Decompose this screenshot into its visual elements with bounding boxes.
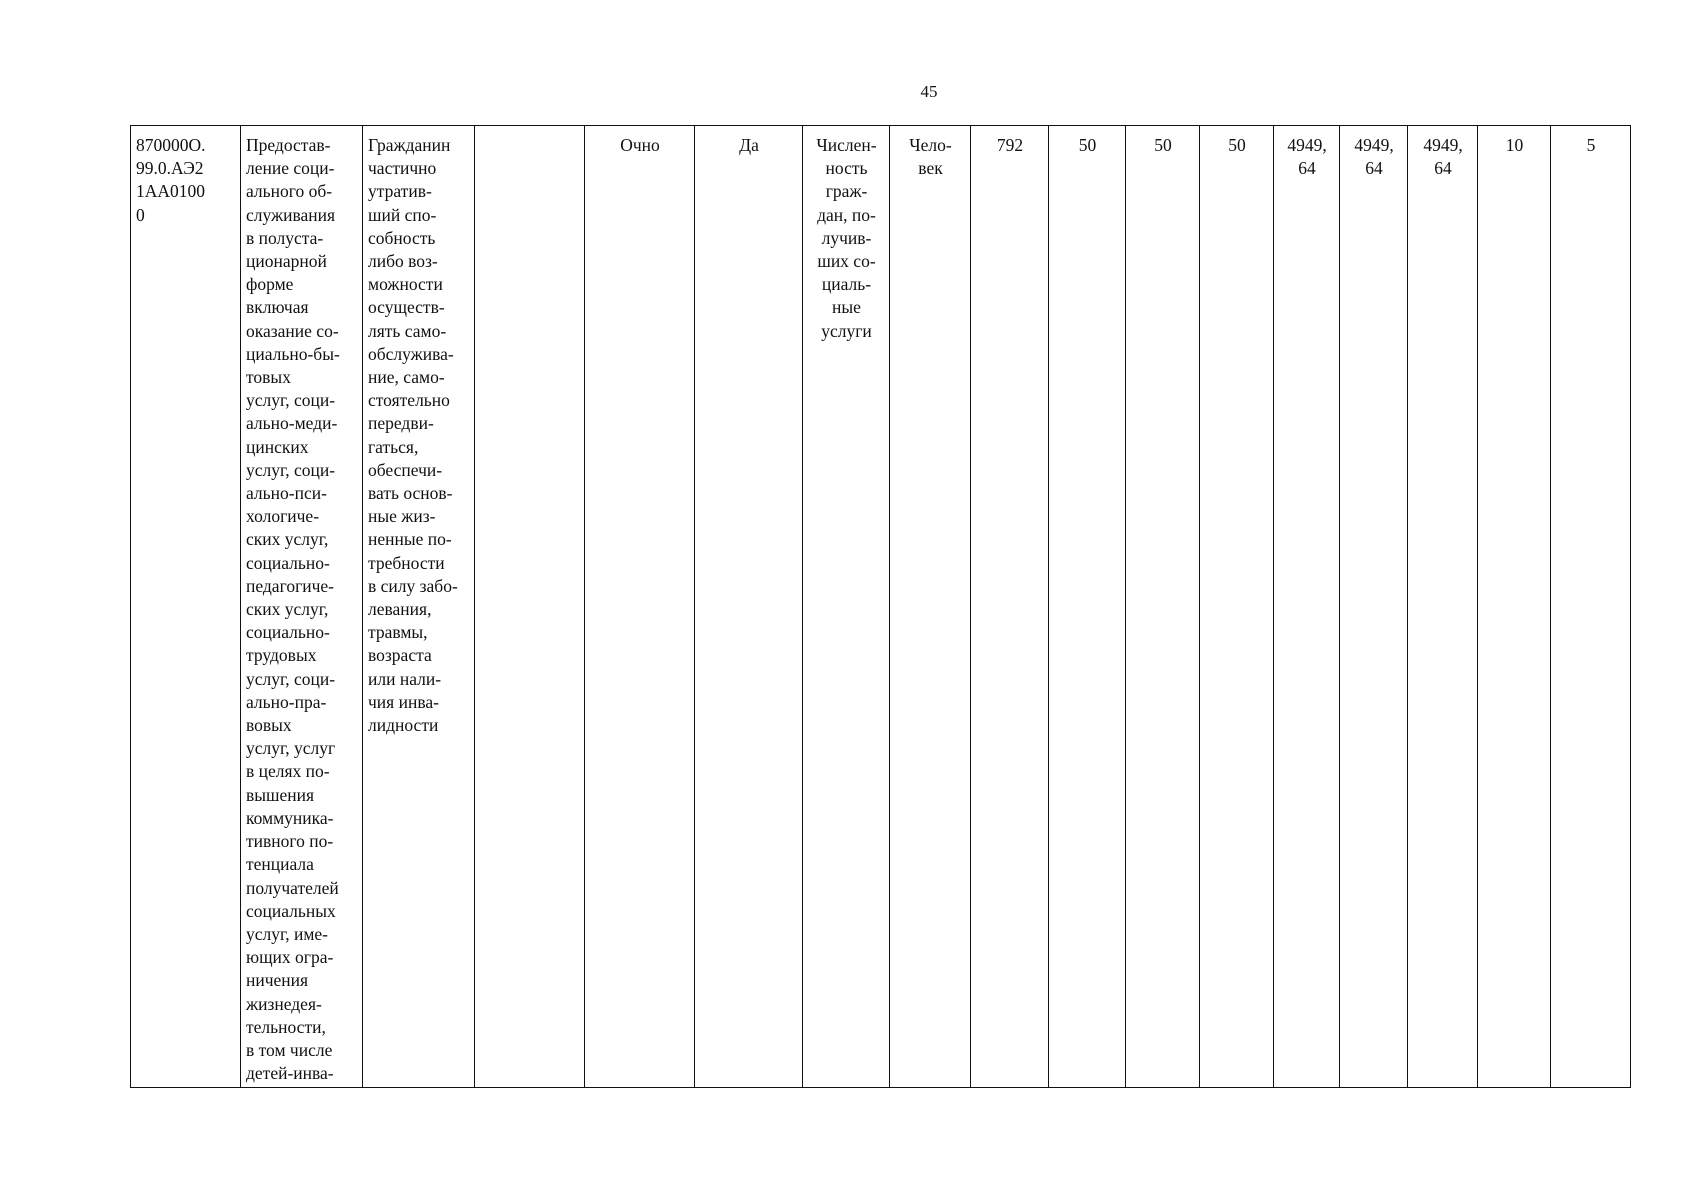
unit-name: Чело- век	[909, 135, 952, 179]
okei-code-cell	[971, 126, 1049, 1088]
fee-year-1-cell	[1274, 126, 1340, 1088]
unit-cell	[890, 126, 971, 1088]
value-year-1-cell	[1049, 126, 1126, 1088]
fee-year-2-cell	[1340, 126, 1408, 1088]
deviation-abs: 5	[1586, 135, 1596, 155]
okei-code: 792	[996, 135, 1024, 155]
value-year-2: 50	[1154, 135, 1172, 155]
registry-code: 870000О. 99.0.АЭ2 1АА0100 0	[136, 135, 206, 225]
flag-cell	[695, 126, 803, 1088]
fee-year-2: 4949, 64	[1354, 135, 1394, 179]
fee-year-3: 4949, 64	[1423, 135, 1463, 179]
empty-cell	[475, 126, 585, 1088]
recipient-category-cell	[363, 126, 475, 1088]
recipient-category: Гражданин частично утратив- ший спо- собность либо воз- можности осуществ- лять само- обслужива- ние, само- стоятельно передви- гаться, обеспечи- вать основ- ные жиз- ненные по- требности в силу забо- левания, травмы, возраста или нали- чия инва- лидности	[368, 135, 458, 736]
service-name-cell	[241, 126, 363, 1088]
deviation-percent-cell	[1478, 126, 1551, 1088]
deviation-percent: 10	[1505, 135, 1524, 155]
fee-year-3-cell	[1408, 126, 1478, 1088]
table-row	[131, 126, 1631, 1088]
value-year-3-cell	[1200, 126, 1274, 1088]
page-number: 45	[920, 82, 938, 101]
value-year-3: 50	[1228, 135, 1246, 155]
value-year-2-cell	[1126, 126, 1200, 1088]
flag-value: Да	[739, 135, 759, 155]
deviation-abs-cell	[1551, 126, 1631, 1088]
indicator-cell	[803, 126, 890, 1088]
value-year-1: 50	[1078, 135, 1097, 155]
service-name: Предостав- ление соци- ального об- служивания в полуста- ционарной форме включая оказание со- циально-бы- товых услуг, соци- ально-меди- цинских услуг, соци- ально-пси- хологиче- ских услуг, социально- педагогиче- ских услуг, социально- трудовых услуг, соци- ально-пра- вовых услуг, услуг в целях по- вышения коммуника- тивного по- тенциала получателей социальных услуг, име- ющих огра- ничения жизнедея- тельности, в том числе детей-инва-	[246, 135, 340, 1084]
service-registry-table	[130, 125, 1631, 1088]
registry-code-cell	[131, 126, 241, 1088]
service-form: Очно	[620, 135, 660, 155]
service-form-cell	[585, 126, 695, 1088]
indicator-name: Числен- ность граж- дан, по- лучив- ших со- циаль- ные услуги	[816, 135, 877, 341]
fee-year-1: 4949, 64	[1287, 135, 1327, 179]
